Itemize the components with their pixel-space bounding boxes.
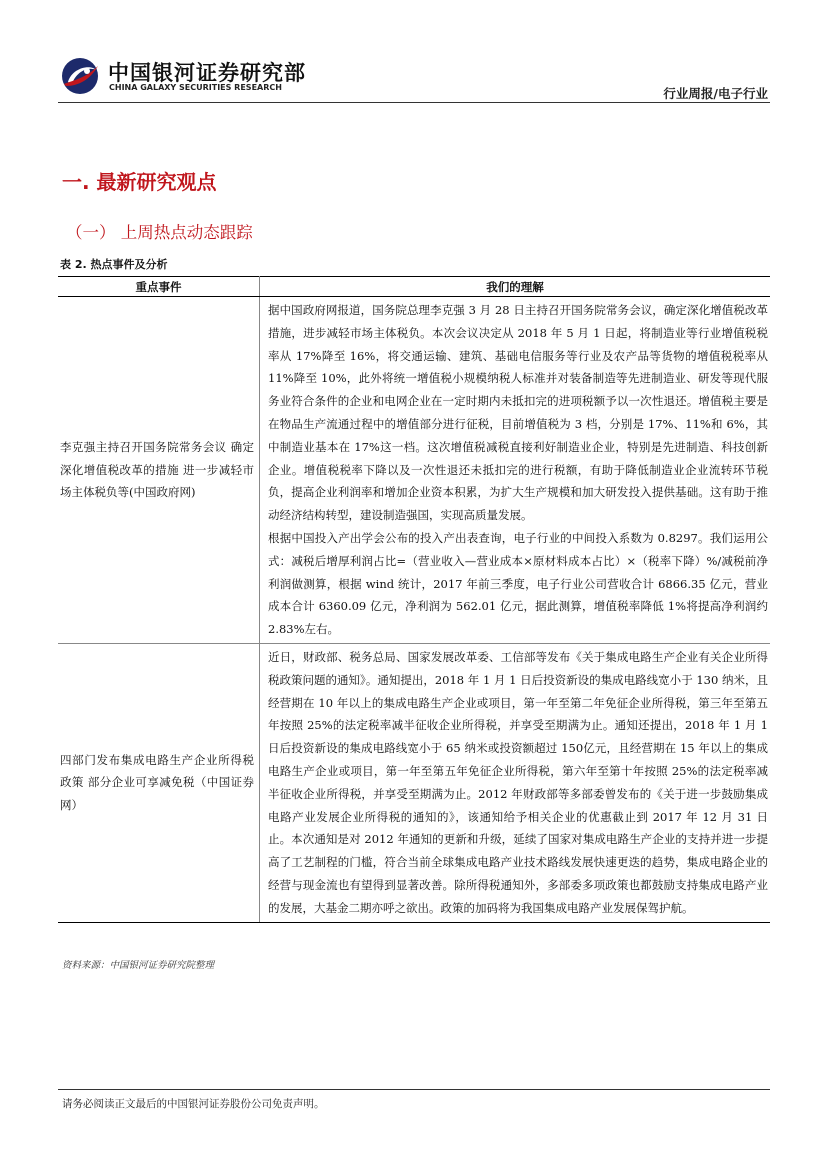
galaxy-logo-icon	[60, 56, 100, 96]
analysis-cell	[260, 643, 771, 922]
footer-disclaimer: 请务必阅读正文最后的中国银河证券股份公司免责声明。	[62, 1098, 325, 1110]
table-row	[58, 643, 770, 922]
analysis-paragraph: 根据中国投入产出学会公布的投入产出表查询，电子行业的中间投入系数为 0.8297。我们运用公式：减税后增厚利润占比=（营业收入—营业成本×原材料成本占比）×（税率下降）%/减税前净利润做测算，根据 wind 统计，2017 年前三季度，电子行业公司营收合计 6866.35 亿元，营业成本合计 6360.09 亿元，净利润为 562.01 亿元，据此测算，增值税率降低 1%将提高净利润约 2.83%左右。	[268, 530, 768, 637]
event-cell: 李克强主持召开国务院常务会议 确定深化增值税改革的措施 进一步减轻市场主体税负等(中国政府网)	[58, 297, 260, 644]
analysis-paragraph: 据中国政府网报道，国务院总理李克强 3 月 28 日主持召开国务院常务会议，确定深化增值税改革措施，进步减轻市场主体税负。本次会议决定从 2018 年 5 月 1 日起，将制造业等行业增值税税率从 17%降至 16%，将交通运输、建筑、基础电信服务等行业及农产品等货物的增值税税率从 11%降至 10%，此外将统一增值税小规模纳税人标准并对装备制造等先进制造业、研发等现代服务业符合条件的企业和电网企业在一定时期内未抵扣完的进项税额予以一次性退还。增值税主要是在物品生产流通过程中的增值部分进行征税，目前增值税为 3 档，分别是 17%、11%和 6%，其中制造业基本在 17%这一档。这次增值税减税直接利好制造业企业，特别是先进制造、科技创新企业。增值税税率下降以及一次性退还未抵扣完的进行税额，有助于降低制造业企业流转环节税负，提高企业利润率和增加企业资本积累，为扩大生产规模和加大研发投入提供基础。这有助于推动经济结构转型，建设制造强国，实现高质量发展。	[268, 303, 768, 523]
section-title: 一. 最新研究观点	[62, 170, 217, 194]
subsection-title: （一） 上周热点动态跟踪	[66, 223, 253, 242]
column-header-event: 重点事件	[58, 277, 260, 297]
table-source-note: 资料来源：中国银河证券研究院整理	[62, 960, 215, 971]
hot-events-table	[58, 276, 770, 923]
header-divider	[58, 102, 770, 103]
footer-divider	[58, 1089, 770, 1090]
table-header-row	[58, 277, 770, 297]
page-header	[58, 54, 770, 104]
logo-chinese-name: 中国银河证券研究部	[108, 61, 306, 85]
table-row	[58, 297, 770, 644]
table-caption: 表 2. 热点事件及分析	[60, 258, 168, 271]
event-cell: 四部门发布集成电路生产企业所得税政策 部分企业可享减免税（中国证券网）	[58, 643, 260, 922]
logo-english-name: CHINA GALAXY SECURITIES RESEARCH	[109, 83, 282, 92]
report-type-label: 行业周报/电子行业	[663, 86, 768, 101]
analysis-paragraph: 近日，财政部、税务总局、国家发展改革委、工信部等发布《关于集成电路生产企业有关企业所得税政策问题的通知》。通知提出，2018 年 1 月 1 日后投资新设的集成电路线宽小于 130 纳米，且经营期在 10 年以上的集成电路生产企业或项目，第一年至第二年免征企业所得税，第三年至第五年按照 25%的法定税率减半征收企业所得税，并享受至期满为止。通知还提出，2018 年 1 月 1 日后投资新设的集成电路线宽小于 65 纳米或投资额超过 150亿元，且经营期在 15 年以上的集成电路生产企业或项目，第一年至第五年免征企业所得税，第六年至第十年按照 25%的法定税率减半征收企业所得税，并享受至期满为止。2012 年财政部等多部委曾发布的《关于进一步鼓励集成电路产业发展企业所得税的通知的》，该通知给予相关企业的优惠截止到 2017 年 12 月 31 日止。本次通知是对 2012 年通知的更新和升级，延续了国家对集成电路生产企业的支持并进一步提高了工艺制程的门槛，符合当前全球集成电路产业技术路线发展快速更迭的趋势，集成电路企业的经营与现金流也有望得到显著改善。除所得税通知外，多部委多项政策也都鼓励支持集成电路产业的发展，大基金二期亦呼之欲出。政策的加码将为我国集成电路产业发展保驾护航。	[268, 649, 768, 915]
column-header-analysis: 我们的理解	[260, 277, 771, 297]
analysis-cell	[260, 297, 771, 644]
